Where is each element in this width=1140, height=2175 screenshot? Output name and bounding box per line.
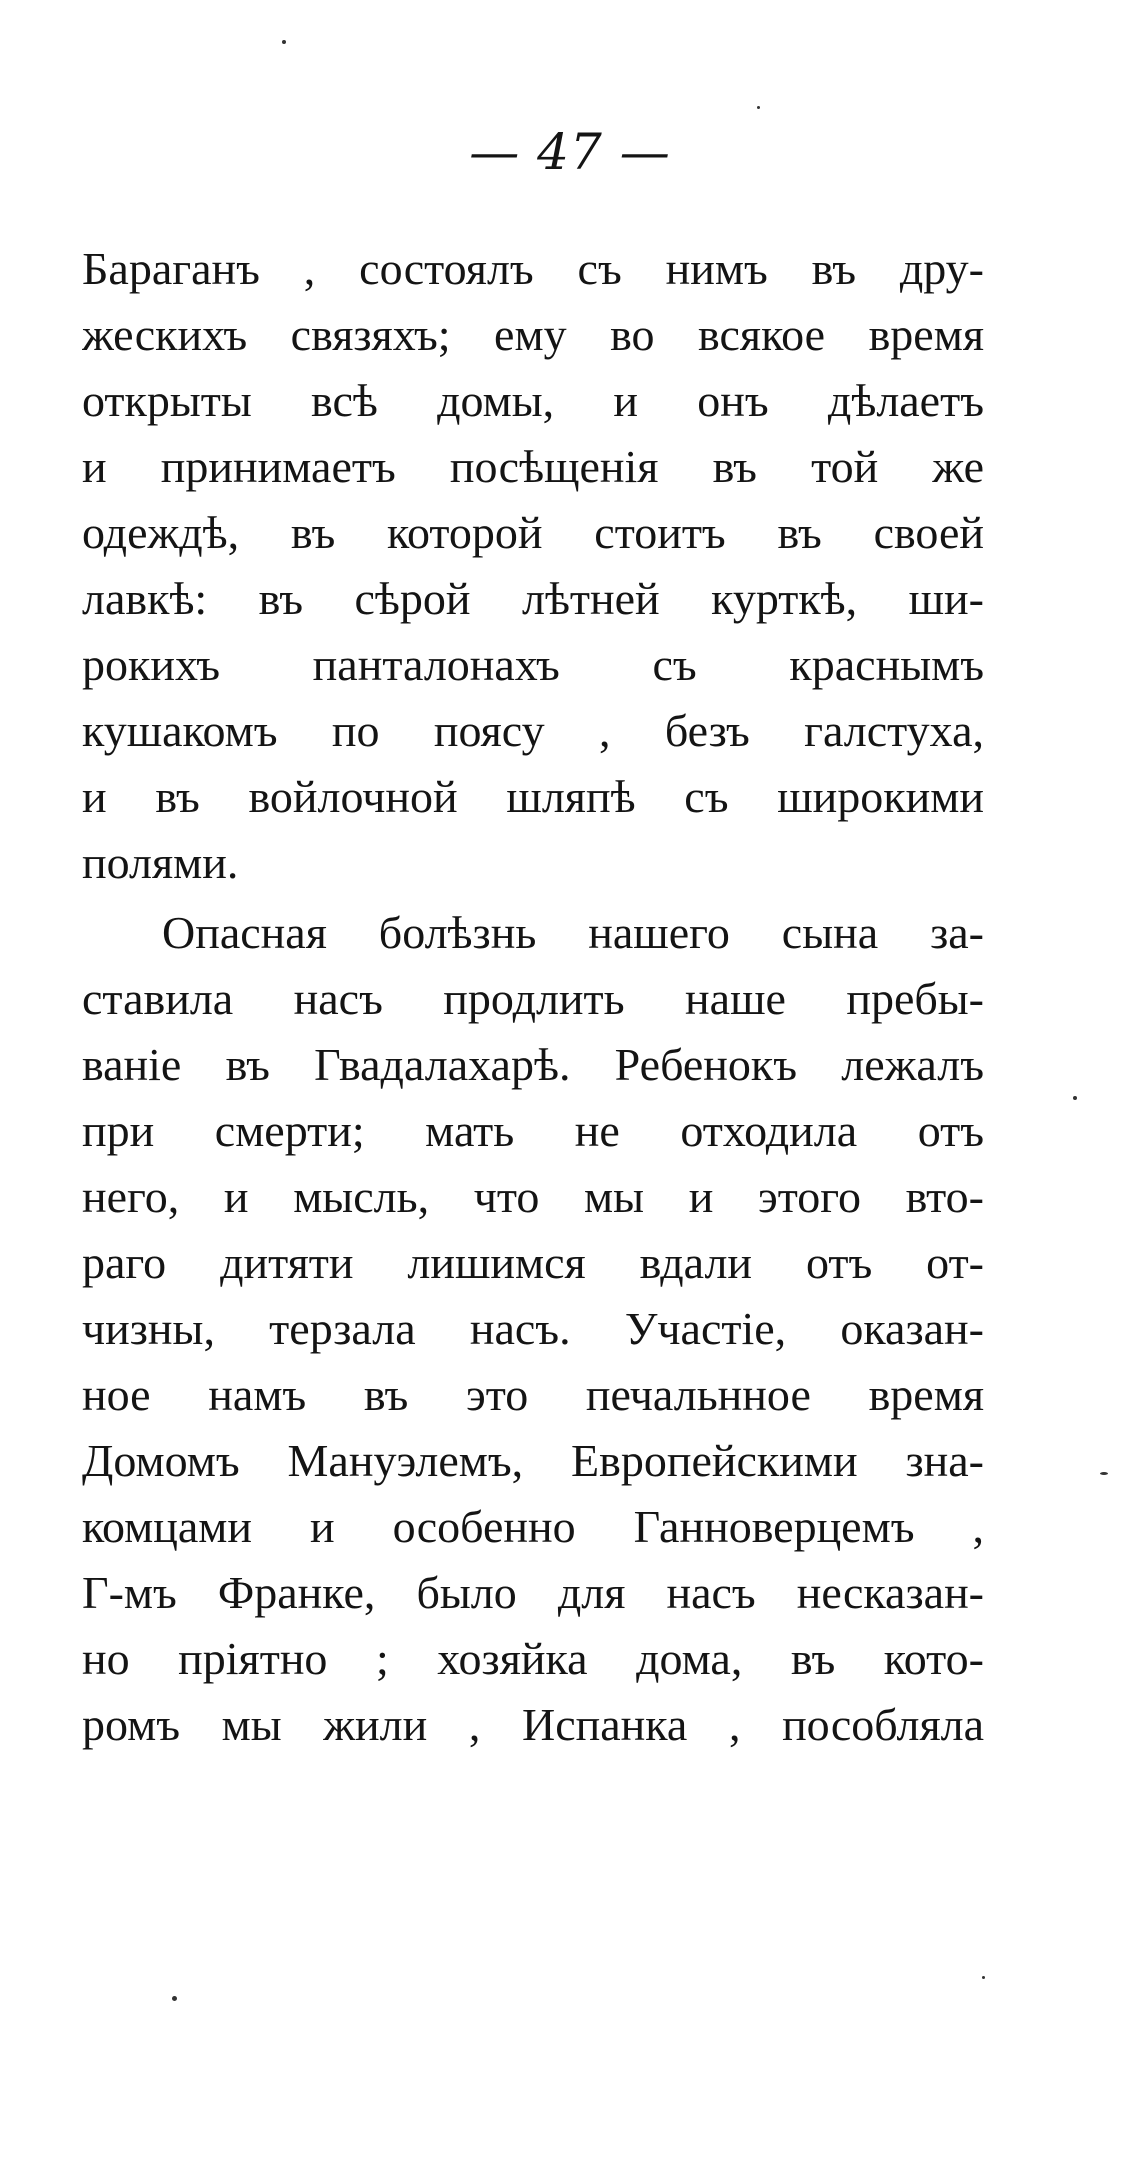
text-line: Г-мъ Франке, было для насъ несказан- <box>82 1567 984 1618</box>
scan-speck <box>757 106 760 109</box>
text-line: ное намъ въ это печальнное время <box>82 1369 984 1420</box>
text-line: при смерти; мать не отходила отъ <box>82 1105 984 1156</box>
page-number: — 47 — <box>469 123 671 181</box>
paragraph-1 <box>82 236 984 896</box>
text-line: и въ войлочной шляпѣ съ широкими <box>82 771 984 822</box>
text-line: ваніе въ Гвадалахарѣ. Ребенокъ лежалъ <box>82 1039 984 1090</box>
text-line: чизны, терзала насъ. Участіе, оказан- <box>82 1303 984 1354</box>
text-line: лавкѣ: въ сѣрой лѣтней курткѣ, ши- <box>82 573 984 624</box>
text-line: рокихъ панталонахъ съ краснымъ <box>82 639 984 690</box>
text-line: Домомъ Мануэлемъ, Европейскими зна- <box>82 1435 984 1486</box>
text-line: Бараганъ , состоялъ съ нимъ въ дру- <box>82 243 984 294</box>
text-line: раго дитяти лишимся вдали отъ от- <box>82 1237 984 1288</box>
text-line: ромъ мы жили , Испанка , пособляла <box>82 1699 984 1750</box>
body-text <box>82 236 984 1758</box>
text-line: кушакомъ по поясу , безъ галстуха, <box>82 705 984 756</box>
scan-speck <box>282 40 286 44</box>
text-line: и принимаетъ посѣщенія въ той же <box>82 441 984 492</box>
text-line: жескихъ связяхъ; ему во всякое время <box>82 309 984 360</box>
text-line: открыты всѣ домы, и онъ дѣлаетъ <box>82 375 984 426</box>
text-line: но пріятно ; хозяйка дома, въ кото- <box>82 1633 984 1684</box>
text-line: полями. <box>82 837 239 888</box>
scan-speck <box>172 1996 177 2001</box>
scan-speck <box>1100 1472 1108 1475</box>
scan-speck <box>982 1976 985 1979</box>
text-line: одеждѣ, въ которой стоитъ въ своей <box>82 507 984 558</box>
text-line: комцами и особенно Ганноверцемъ , <box>82 1501 984 1552</box>
scan-speck <box>1073 1096 1077 1100</box>
text-line: ставила насъ продлить наше пребы- <box>82 973 984 1024</box>
paragraph-2 <box>82 900 984 1758</box>
text-line: Опасная болѣзнь нашего сына за- <box>162 907 984 958</box>
text-line: него, и мысль, что мы и этого вто- <box>82 1171 984 1222</box>
